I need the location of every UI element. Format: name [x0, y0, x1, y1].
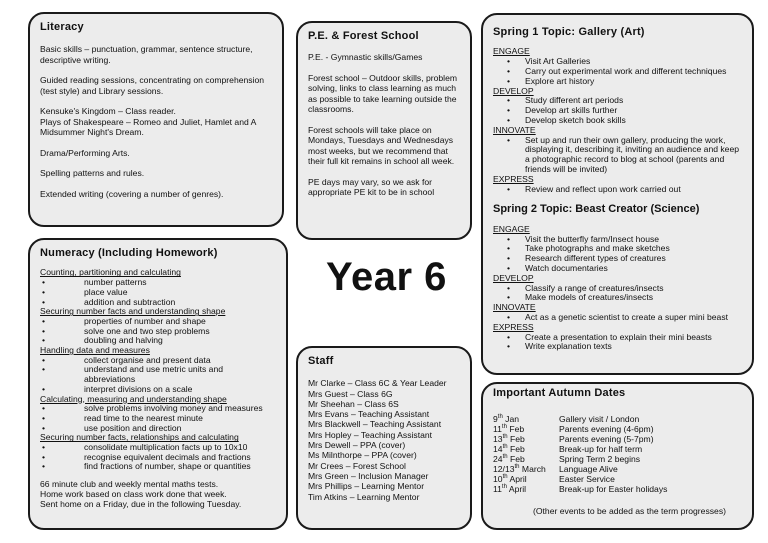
bullet-text: Take photographs and make sketches	[525, 243, 670, 254]
staff-member: Mrs Dewell – PPA (cover)	[308, 440, 406, 451]
bullet-text: understand and use metric units and abbreviations	[84, 364, 224, 385]
date-label	[493, 434, 559, 444]
bullet-text: number patterns	[84, 277, 147, 288]
bullet-text: Visit Art Galleries	[525, 56, 591, 67]
bullet-icon: •	[42, 412, 46, 423]
literacy-panel	[28, 12, 284, 227]
section-heading: Securing number facts, relationships and calculating	[40, 432, 239, 443]
section-heading: Counting, partitioning and calculating	[40, 267, 181, 278]
bullet-icon: •	[507, 105, 511, 116]
bullet-icon: •	[42, 286, 46, 297]
date-suffix: th	[497, 414, 503, 420]
date-label	[493, 484, 559, 494]
staff-member: Mrs Blackwell – Teaching Assistant	[308, 419, 442, 430]
date-month: Feb	[506, 423, 525, 434]
staff-member: Ms Milnthorpe – PPA (cover)	[308, 450, 417, 461]
literacy-paragraph: Spelling patterns and rules.	[40, 168, 145, 179]
bullet-text: addition and subtraction	[84, 296, 176, 307]
bullet-icon: •	[507, 56, 511, 67]
section-heading: EXPRESS	[493, 321, 534, 332]
date-event: Parents evening (5-7pm)	[559, 433, 654, 444]
bullet-text: Write explanation texts	[525, 341, 612, 352]
bullet-icon: •	[42, 442, 46, 453]
date-month: April	[506, 484, 527, 495]
date-month: Feb	[507, 444, 525, 454]
date-day: 14	[493, 444, 503, 454]
spring1-sections	[493, 47, 742, 194]
bullet-icon: •	[507, 66, 511, 76]
bullet-item	[493, 136, 742, 175]
literacy-title: Literacy	[40, 21, 84, 33]
bullet-icon: •	[507, 75, 511, 86]
spring2-title: Spring 2 Topic: Beast Creator (Science)	[493, 203, 700, 216]
bullet-icon: •	[507, 114, 511, 125]
date-event: Spring Term 2 begins	[559, 454, 641, 465]
date-row	[493, 414, 742, 424]
spring1-title: Spring 1 Topic: Gallery (Art)	[493, 26, 645, 38]
staff-list	[308, 378, 460, 502]
bullet-text: Develop art skills further	[525, 105, 618, 116]
bullet-text: Develop sketch book skills	[525, 114, 626, 125]
bullet-icon: •	[42, 335, 46, 346]
bullet-icon: •	[507, 262, 511, 273]
bullet-text: collect organise and present data	[84, 354, 211, 365]
bullet-text: read time to the nearest minute	[84, 412, 203, 423]
date-event: Break-up for half term	[559, 444, 643, 454]
bullet-icon: •	[42, 451, 46, 462]
staff-member: Mr Sheehan – Class 6S	[308, 398, 399, 409]
date-label	[493, 464, 559, 474]
date-day: 12/13	[493, 464, 515, 475]
bullet-icon: •	[507, 183, 511, 194]
date-day: 9	[493, 413, 498, 424]
bullet-item	[40, 365, 276, 384]
date-row	[493, 484, 742, 494]
bullet-text: solve problems involving money and measures	[84, 403, 263, 414]
numeracy-title: Numeracy (Including Homework)	[40, 247, 218, 259]
date-suffix: th	[502, 454, 508, 461]
staff-member: Mrs Guest – Class 6G	[308, 388, 393, 399]
numeracy-panel	[28, 238, 288, 530]
date-suffix: th	[501, 484, 507, 491]
section-heading: Securing number facts and understanding shape	[40, 306, 226, 317]
bullet-icon: •	[507, 243, 511, 254]
bullet-item	[40, 278, 276, 288]
bullet-text: use position and direction	[84, 422, 182, 433]
numeracy-footer: 66 minute club and weekly mental maths tests. Home work based on class work done that week. Sent home on a Friday, due in the following Tuesday.	[40, 479, 242, 509]
bullet-icon: •	[42, 277, 46, 288]
staff-title: Staff	[308, 355, 334, 367]
date-event: Easter Service	[559, 474, 615, 485]
bullet-icon: •	[42, 296, 46, 307]
literacy-paragraph: Extended writing (covering a number of genres).	[40, 188, 224, 199]
bullet-icon: •	[42, 422, 46, 433]
bullet-text: Visit the butterfly farm/Insect house	[525, 233, 660, 244]
section-heading: Handling data and measures	[40, 345, 150, 356]
date-suffix: th	[514, 464, 520, 471]
spring-topics-panel	[481, 13, 754, 375]
pe-paragraph: P.E. - Gymnastic skills/Games	[308, 52, 423, 63]
section-heading: ENGAGE	[493, 46, 530, 57]
section-heading: DEVELOP	[493, 85, 534, 96]
bullet-text: doubling and halving	[84, 335, 163, 346]
bullet-text: Classify a range of creatures/insects	[525, 282, 664, 293]
date-suffix: th	[502, 434, 508, 441]
bullet-text: Make models of creatures/insects	[525, 292, 654, 303]
bullet-icon: •	[42, 461, 46, 472]
bullet-text: recognise equivalent decimals and fractions	[84, 451, 251, 462]
staff-member: Mr Crees – Forest School	[308, 460, 406, 471]
section-heading: DEVELOP	[493, 272, 534, 283]
staff-member: Tim Atkins – Learning Mentor	[308, 491, 420, 502]
section-heading: INNOVATE	[493, 302, 536, 313]
dates-panel	[481, 382, 754, 530]
dates-title: Important Autumn Dates	[493, 387, 626, 399]
literacy-paragraph: Kensuke's Kingdom – Class reader. Plays of Shakespeare – Romeo and Juliet, Hamlet and A Midsummer Night's Dream.	[40, 106, 256, 138]
date-event: Break-up for Easter holidays	[559, 484, 668, 495]
bullet-item	[493, 342, 742, 352]
date-event: Parents evening (4-6pm)	[559, 423, 654, 434]
section-heading: INNOVATE	[493, 124, 536, 135]
date-label	[493, 474, 559, 484]
bullet-icon: •	[507, 253, 511, 264]
year-title: Year 6	[326, 255, 447, 299]
bullet-text: Carry out experimental work and different techniques	[525, 66, 727, 76]
bullet-text: Review and reflect upon work carried out	[525, 183, 681, 194]
date-row	[493, 444, 742, 454]
date-suffix: th	[502, 444, 508, 451]
literacy-paragraph: Drama/Performing Arts.	[40, 147, 130, 158]
bullet-icon: •	[507, 134, 511, 145]
date-label	[493, 414, 559, 424]
bullet-text: Set up and run their own gallery, producing the work, displaying it, describing it, inviting an audience and keep a photographic record to blog at school (parents and friends will be invited)	[525, 134, 740, 174]
bullet-icon: •	[42, 383, 46, 394]
bullet-icon: •	[507, 95, 511, 106]
bullet-icon: •	[507, 331, 511, 342]
bullet-text: find fractions of number, shape or quantities	[84, 461, 251, 472]
literacy-paragraph: Guided reading sessions, concentrating on comprehension (test style) and Library sessions.	[40, 75, 265, 96]
date-row	[493, 424, 742, 434]
date-label	[493, 444, 559, 454]
bullet-text: Explore art history	[525, 75, 595, 86]
bullet-text: Create a presentation to explain their mini beasts	[525, 331, 712, 342]
pe-paragraph: PE days may vary, so we ask for appropriate PE kit to be in school	[308, 176, 435, 198]
staff-member: Mrs Green – Inclusion Manager	[308, 471, 429, 481]
date-suffix: th	[501, 424, 507, 431]
date-row	[493, 464, 742, 474]
bullet-text: consolidate multiplication facts up to 10x10	[84, 442, 248, 453]
section-heading: EXPRESS	[493, 173, 534, 184]
bullet-icon: •	[42, 354, 46, 365]
bullet-icon: •	[42, 325, 46, 336]
staff-member: Mr Clarke – Class 6C & Year Leader	[308, 378, 447, 389]
date-suffix: th	[502, 474, 508, 481]
date-event: Gallery visit / London	[559, 413, 640, 424]
pe-panel	[296, 21, 472, 240]
date-row	[493, 454, 742, 464]
staff-panel	[296, 346, 472, 530]
bullet-text: properties of number and shape	[84, 315, 206, 326]
staff-member: Mrs Evans – Teaching Assistant	[308, 409, 430, 420]
date-month: Jan	[502, 413, 520, 424]
date-day: 11	[493, 484, 502, 495]
date-month: Feb	[507, 433, 525, 444]
date-event: Language Alive	[559, 464, 618, 475]
bullet-text: Study different art periods	[525, 95, 624, 106]
section-heading: ENGAGE	[493, 223, 530, 234]
bullet-item	[40, 462, 276, 472]
bullet-item	[493, 185, 742, 195]
bullet-text: solve one and two step problems	[84, 325, 210, 336]
bullet-text: place value	[84, 286, 128, 297]
date-day: 24	[493, 454, 503, 465]
bullet-icon: •	[42, 315, 46, 326]
pe-paragraph: Forest schools will take place on Mondays, Tuesdays and Wednesdays most weeks, but we recommend that their full kit remains in school all week.	[308, 124, 455, 167]
bullet-icon: •	[42, 364, 46, 375]
bullet-icon: •	[507, 311, 511, 322]
bullet-icon: •	[507, 292, 511, 303]
date-label	[493, 424, 559, 434]
bullet-icon: •	[42, 403, 46, 414]
date-month: Feb	[507, 454, 525, 465]
literacy-paragraph: Basic skills – punctuation, grammar, sentence structure, descriptive writing.	[40, 44, 253, 65]
staff-member: Mrs Phillips – Learning Mentor	[308, 481, 425, 492]
dates-list	[493, 414, 742, 494]
date-row	[493, 474, 742, 484]
spring2-sections	[493, 225, 742, 352]
date-month: April	[507, 474, 527, 485]
date-month: March	[519, 464, 546, 475]
date-day: 13	[493, 433, 503, 444]
bullet-icon: •	[507, 282, 511, 293]
bullet-text: interpret divisions on a scale	[84, 383, 193, 394]
bullet-text: Research different types of creatures	[525, 253, 666, 264]
section-heading: Calculating, measuring and understanding shape	[40, 393, 227, 404]
pe-title: P.E. & Forest School	[308, 30, 419, 42]
date-row	[493, 434, 742, 444]
bullet-icon: •	[507, 341, 511, 352]
bullet-icon: •	[507, 233, 511, 244]
bullet-text: Watch documentaries	[525, 262, 608, 273]
pe-paragraph: Forest school – Outdoor skills, problem solving, links to class learning as much as possible to take learning outside the classrooms.	[308, 72, 458, 115]
staff-member: Mrs Hopley – Teaching Assistant	[308, 429, 433, 440]
date-day: 11	[493, 423, 502, 434]
dates-note: (Other events to be added as the term progresses)	[533, 506, 726, 517]
bullet-text: Act as a genetic scientist to create a super mini beast	[525, 311, 729, 322]
date-day: 10	[493, 474, 503, 485]
numeracy-sections	[40, 268, 276, 472]
date-label	[493, 454, 559, 464]
